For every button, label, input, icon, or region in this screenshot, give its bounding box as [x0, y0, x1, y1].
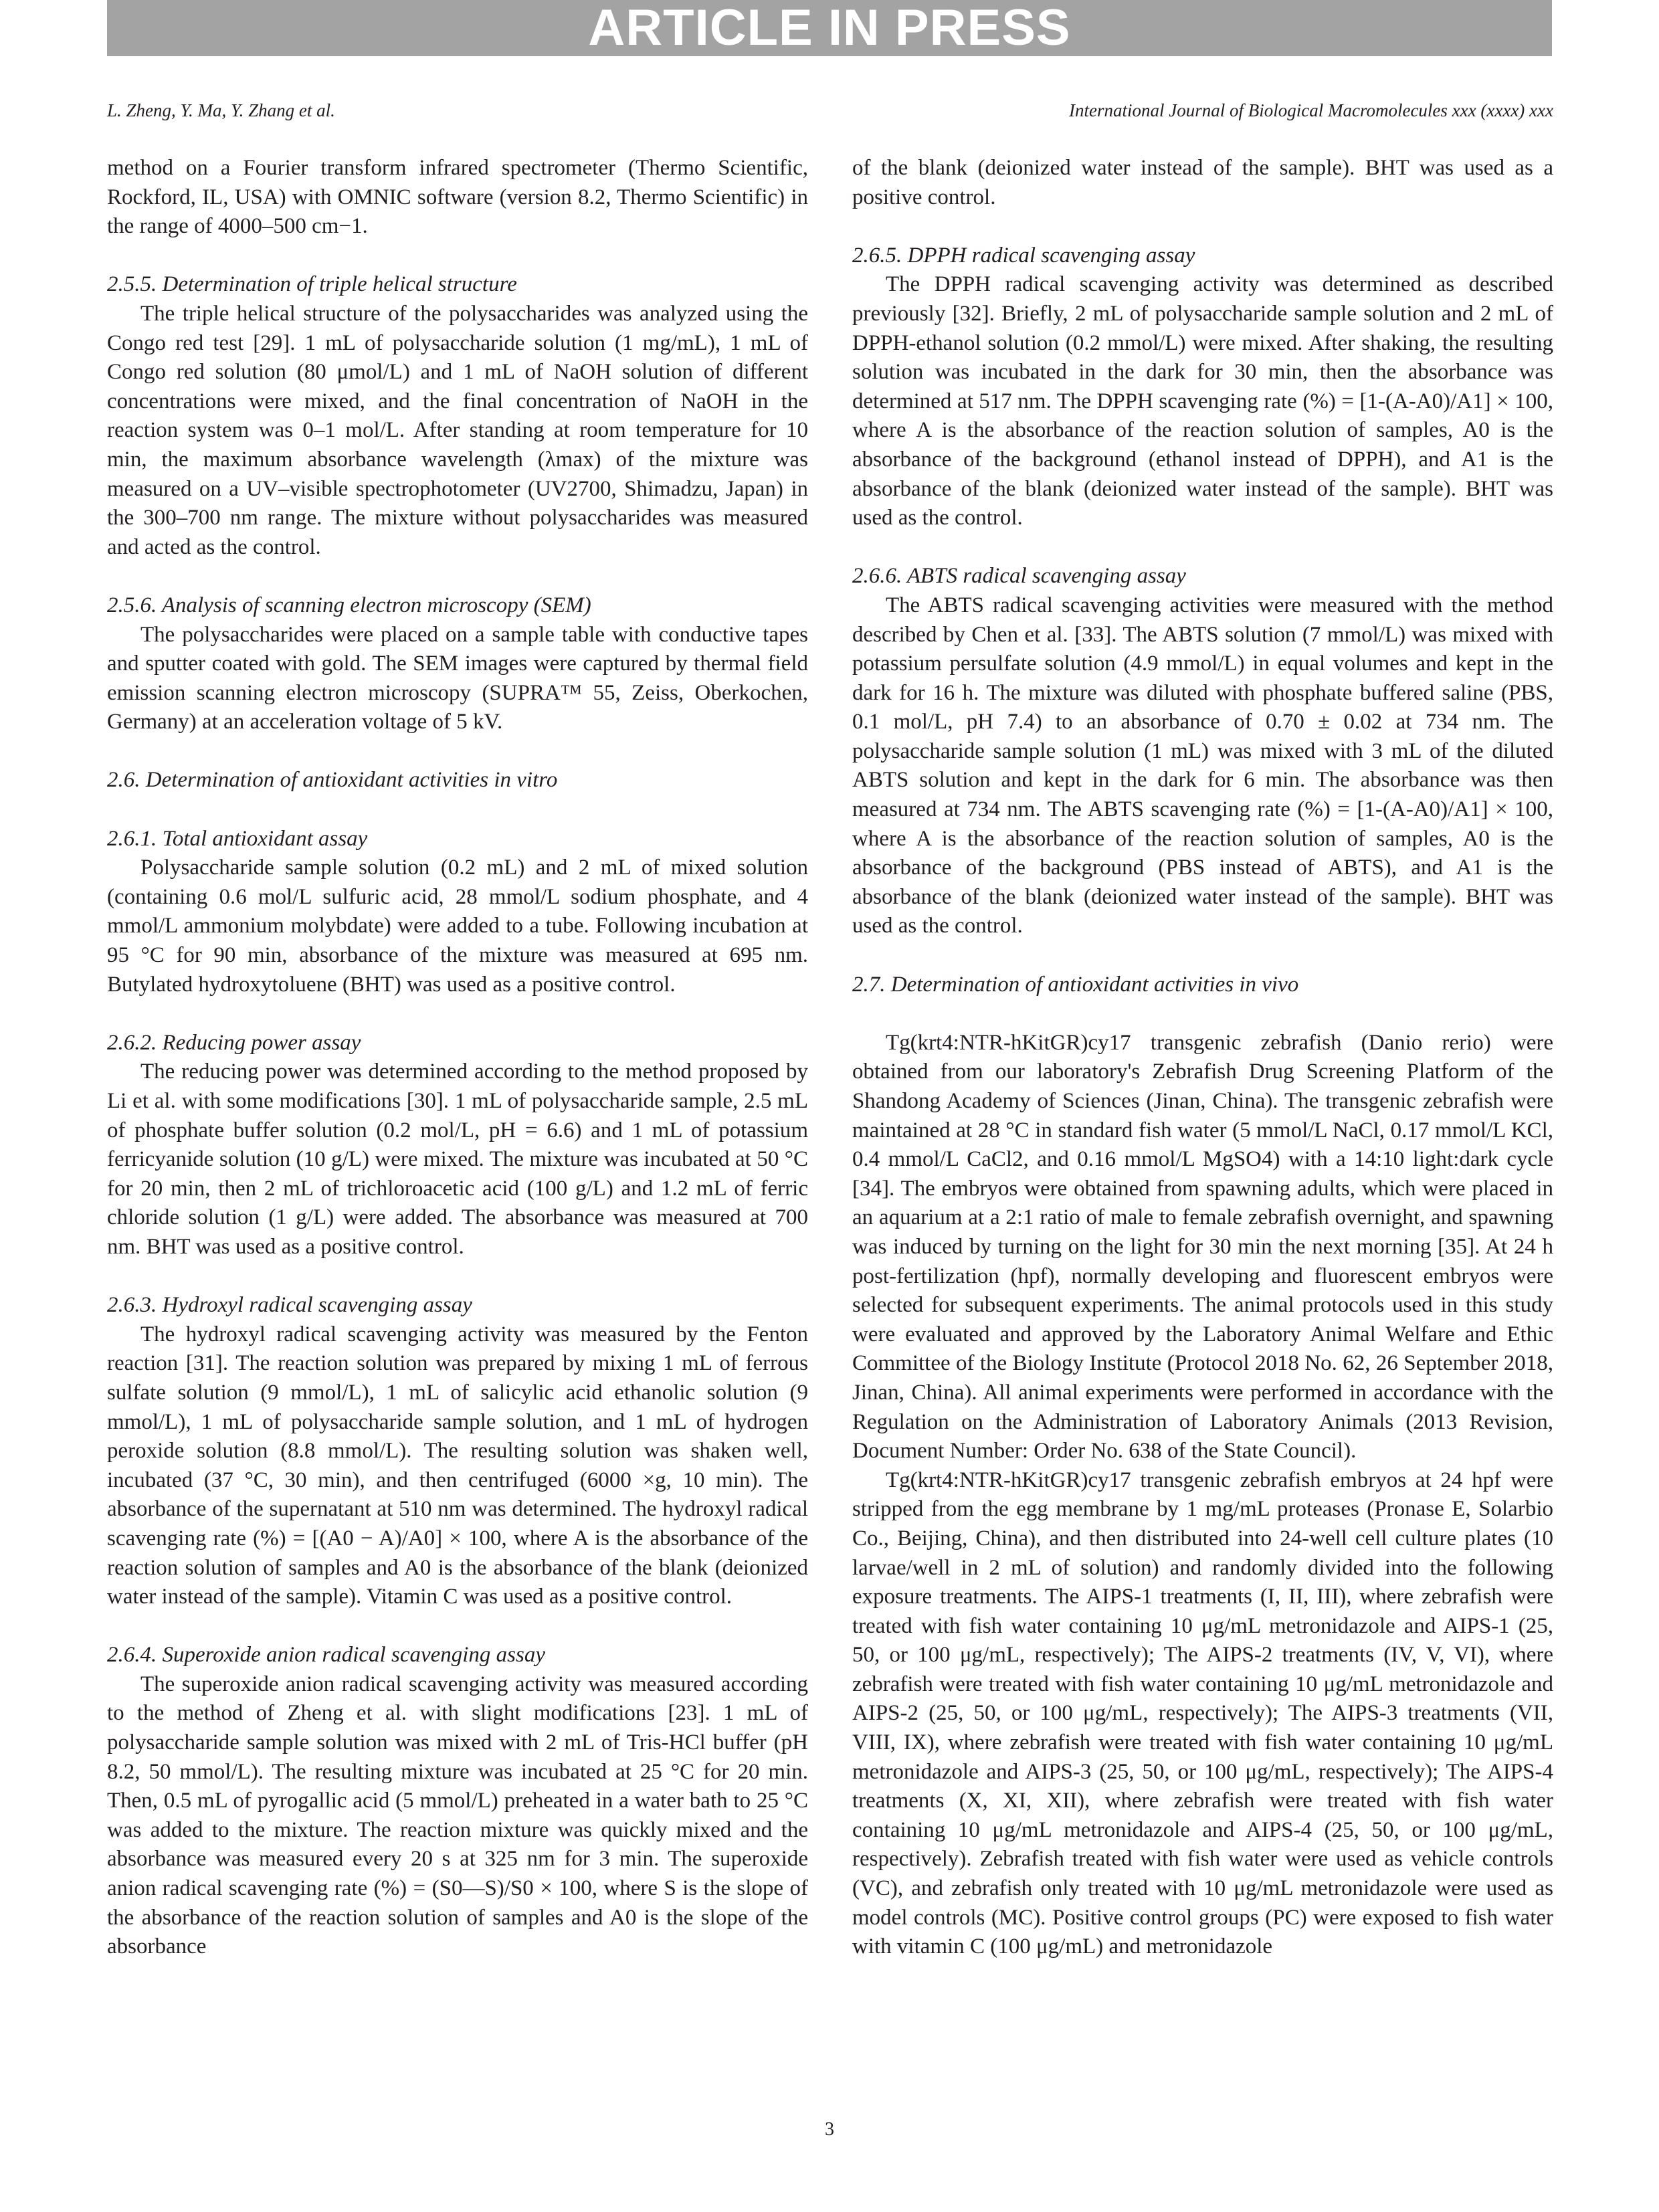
section-2-6-3-text: The hydroxyl radical scavenging activity was measured by the Fenton reaction [31]. The reaction solution was prepared by mixing 1 mL of ferrous sulfate solution (9 mmol/L), 1 mL of salicylic acid ethanolic solution (9 mmol/L), 1 mL of polysaccharide sample solution, and 1 mL of hydrogen peroxide solution (8.8 mmol/L). The resulting solution was shaken well, incubated (37 °C, 30 min), and then centrifuged (6000 ×g, 10 min). The absorbance of the supernatant at 510 nm was determined. The hydroxyl radical scavenging rate (%) = [(A0 − A)/A0] × 100, where A is the absorbance of the reaction solution of samples and A0 is the absorbance of the blank (deionized water instead of the sample). Vitamin C was used as a positive control.: [107, 1322, 808, 1609]
section-2-6-2-heading: 2.6.2. Reducing power assay: [107, 1030, 361, 1055]
ftir-method-continuation: method on a Fourier transform infrared spectrometer (Thermo Scientific, Rockford, IL, USA) with OMNIC software (version 8.2, Thermo Scientific) in the range of 4000–500 cm−1.: [107, 156, 808, 239]
running-header-authors: L. Zheng, Y. Ma, Y. Zhang et al.: [107, 100, 335, 120]
section-2-6-1-text: Polysaccharide sample solution (0.2 mL) and 2 mL of mixed solution (containing 0.6 mol/L sulfuric acid, 28 mmol/L sodium phosphate, and 4 mmol/L ammonium molybdate) were added to a tube. Following incubation at 95 °C for 90 min, absorbance of the mixture was measured at 695 nm. Butylated hydroxytoluene (BHT) was used as a positive control.: [107, 856, 808, 997]
running-header-journal: International Journal of Biological Macromolecules xxx (xxxx) xxx: [1069, 100, 1553, 120]
section-2-7-heading: 2.7. Determination of antioxidant activities in vivo: [852, 972, 1299, 997]
section-2-6-2-text: The reducing power was determined according to the method proposed by Li et al. with some modifications [30]. 1 mL of polysaccharide sample, 2.5 mL of phosphate buffer solution (0.2 mol/L, pH = 6.6) and 1 mL of potassium ferricyanide solution (10 g/L) were mixed. The mixture was incubated at 50 °C for 20 min, then 2 mL of trichloroacetic acid (100 g/L) and 1.2 mL of ferric chloride solution (1 g/L) were added. The absorbance was measured at 700 nm. BHT was used as a positive control.: [107, 1060, 808, 1259]
section-2-6-4-heading: 2.6.4. Superoxide anion radical scavenging assay: [107, 1643, 546, 1668]
article-in-press-banner: ARTICLE IN PRESS: [107, 0, 1552, 56]
section-2-5-6-text: The polysaccharides were placed on a sample table with conductive tapes and sputter coated with gold. The SEM images were captured by thermal field emission scanning electron microscopy (SUPRA™ 55, Zeiss, Oberkochen, Germany) at an acceleration voltage of 5 kV.: [107, 622, 808, 734]
section-2-6-6-heading: 2.6.6. ABTS radical scavenging assay: [852, 564, 1186, 589]
right-column: [852, 154, 1553, 1962]
section-2-6-5-text: The DPPH radical scavenging activity was determined as described previously [32]. Briefly, 2 mL of polysaccharide sample solution and 2 mL of DPPH-ethanol solution (0.2 mmol/L) were mixed. After shaking, the resulting solution was incubated in the dark for 30 min, then the absorbance was determined at 517 nm. The DPPH scavenging rate (%) = [1-(A-A0)/A1] × 100, where A is the absorbance of the reaction solution of samples, A0 is the absorbance of the background (ethanol instead of DPPH), and A1 is the absorbance of the blank (deionized water instead of the sample). BHT was used as the control.: [852, 272, 1553, 530]
left-column: [107, 154, 808, 1962]
section-2-5-6-heading: 2.5.6. Analysis of scanning electron microscopy (SEM): [107, 593, 591, 617]
section-2-6-6-text: The ABTS radical scavenging activities were measured with the method described by Chen et al. [33]. The ABTS solution (7 mmol/L) was mixed with potassium persulfate solution (4.9 mmol/L) in equal volumes and kept in the dark for 16 h. The mixture was diluted with phosphate buffered saline (PBS, 0.1 mol/L, pH 7.4) to an absorbance of 0.70 ± 0.02 at 734 nm. The polysaccharide sample solution (1 mL) was mixed with 3 mL of the diluted ABTS solution and kept in the dark for 6 min. The absorbance was then measured at 734 nm. The ABTS scavenging rate (%) = [1-(A-A0)/A1] × 100, where A is the absorbance of the reaction solution of samples, A0 is the absorbance of the background (PBS instead of ABTS), and A1 is the absorbance of the blank (deionized water instead of the sample). BHT was used as the control.: [852, 593, 1553, 938]
section-2-7-paragraph-2: Tg(krt4:NTR-hKitGR)cy17 transgenic zebrafish embryos at 24 hpf were stripped from the egg membrane by 1 mg/mL proteases (Pronase E, Solarbio Co., Beijing, China), and then distributed into 24-well cell culture plates (10 larvae/well in 2 mL of solution) and randomly divided into the following exposure treatments. The AIPS-1 treatments (I, II, III), where zebrafish were treated with fish water containing 10 μg/mL metronidazole and AIPS-1 (25, 50, or 100 μg/mL, respectively); The AIPS-2 treatments (IV, V, VI), where zebrafish were treated with fish water containing 10 μg/mL metronidazole and AIPS-2 (25, 50, or 100 μg/mL, respectively); The AIPS-3 treatments (VII, VIII, IX), where zebrafish were treated with fish water containing 10 μg/mL metronidazole and AIPS-3 (25, 50, or 100 μg/mL, respectively); The AIPS-4 treatments (X, XI, XII), where zebrafish were treated with fish water containing 10 μg/mL metronidazole and AIPS-4 (25, 50, or 100 μg/mL, respectively). Zebrafish treated with fish water were used as vehicle controls (VC), and zebrafish only treated with 10 μg/mL metronidazole were used as model controls (MC). Positive control groups (PC) were exposed to fish water with vitamin C (100 μg/mL) and metronidazole: [852, 1468, 1553, 1959]
section-2-6-4-text: The superoxide anion radical scavenging activity was measured according to the method of Zheng et al. with slight modifications [23]. 1 mL of polysaccharide sample solution was mixed with 2 mL of Tris-HCl buffer (pH 8.2, 50 mmol/L). The resulting mixture was incubated at 25 °C for 20 min. Then, 0.5 mL of pyrogallic acid (5 mmol/L) preheated in a water bath to 25 °C was added to the mixture. The reaction mixture was quickly mixed and the absorbance was measured every 20 s at 325 nm for 3 min. The superoxide anion radical scavenging rate (%) = (S0—S)/S0 × 100, where S is the slope of the absorbance of the reaction solution of samples and A0 is the slope of the absorbance: [107, 1672, 808, 1959]
section-2-5-5-text: The triple helical structure of the polysaccharides was analyzed using the Congo red test [29]. 1 mL of polysaccharide solution (1 mg/mL), 1 mL of Congo red solution (80 μmol/L) and 1 mL of NaOH solution of different concentrations were mixed, and the final concentration of NaOH in the reaction system was 0–1 mol/L. After standing at room temperature for 10 min, the maximum absorbance wavelength (λmax) of the mixture was measured on a UV–visible spectrophotometer (UV2700, Shimadzu, Japan) in the 300–700 nm range. The mixture without polysaccharides was measured and acted as the control.: [107, 301, 808, 559]
page-number: 3: [825, 2119, 834, 2140]
section-2-6-3-heading: 2.6.3. Hydroxyl radical scavenging assay: [107, 1293, 472, 1318]
section-2-7-paragraph-1: Tg(krt4:NTR-hKitGR)cy17 transgenic zebrafish (Danio rerio) were obtained from our laboratory's Zebrafish Drug Screening Platform of the Shandong Academy of Sciences (Jinan, China). The transgenic zebrafish were maintained at 28 °C in standard fish water (5 mmol/L NaCl, 0.17 mmol/L KCl, 0.4 mmol/L CaCl2, and 0.16 mmol/L MgSO4) with a 14:10 light:dark cycle [34]. The embryos were obtained from spawning adults, which were placed in an aquarium at a 2:1 ratio of male to female zebrafish overnight, and spawning was induced by turning on the light for 30 min the next morning [35]. At 24 h post-fertilization (hpf), normally developing and fluorescent embryos were selected for subsequent experiments. The animal protocols used in this study were evaluated and approved by the Laboratory Animal Welfare and Ethic Committee of the Biology Institute (Protocol 2018 No. 62, 26 September 2018, Jinan, China). All animal experiments were performed in accordance with the Regulation on the Administration of Laboratory Animals (2013 Revision, Document Number: Order No. 638 of the State Council).: [852, 1030, 1553, 1464]
section-2-6-heading: 2.6. Determination of antioxidant activities in vitro: [107, 768, 558, 793]
section-2-5-5-heading: 2.5.5. Determination of triple helical structure: [107, 272, 517, 297]
superoxide-continuation: of the blank (deionized water instead of the sample). BHT was used as a positive control.: [852, 156, 1553, 209]
section-2-6-5-heading: 2.6.5. DPPH radical scavenging assay: [852, 243, 1195, 268]
section-2-6-1-heading: 2.6.1. Total antioxidant assay: [107, 826, 368, 851]
